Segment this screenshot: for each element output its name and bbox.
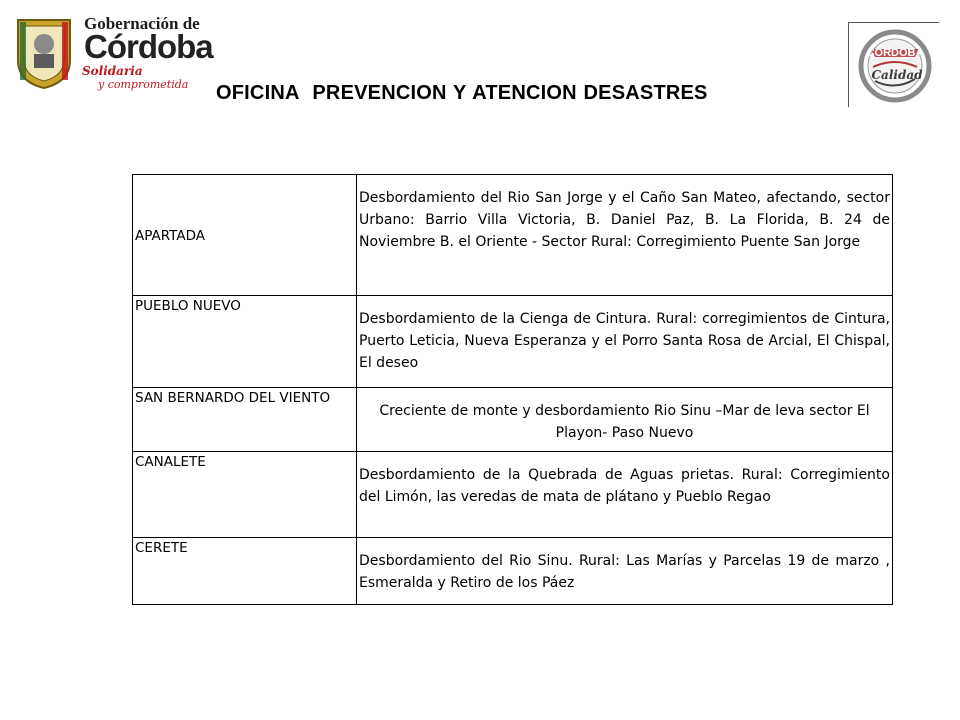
- table-row: [133, 452, 893, 538]
- description-cell: Desbordamiento del Rio Sinu. Rural: Las Marías y Parcelas 19 de marzo , Esmeralda y Retiro de los Páez: [357, 538, 893, 605]
- cordoba-calidad-logo: [848, 22, 939, 107]
- quality-seal-icon: [853, 27, 937, 105]
- description-cell: Desbordamiento del Rio San Jorge y el Caño San Mateo, afectando, sector Urbano: Barrio Villa Victoria, B. Daniel Paz, B. La Florida, B. 24 de Noviembre B. el Oriente - Sector Rural: Corregimiento Puente San Jorge: [357, 175, 893, 296]
- municipality-cell: CERETE: [133, 538, 357, 605]
- table-row: [133, 175, 893, 296]
- logo-line-gobernacion: Gobernación de: [84, 14, 200, 33]
- municipality-cell: CANALETE: [133, 452, 357, 538]
- description-cell: Desbordamiento de la Quebrada de Aguas prietas. Rural: Corregimiento del Limón, las veredas de mata de plátano y Pueblo Regao: [357, 452, 893, 538]
- table-row: [133, 538, 893, 605]
- gobernacion-cordoba-logo: [12, 14, 213, 94]
- coat-of-arms-icon: [14, 16, 74, 90]
- logo-line-comprometida: y comprometida: [98, 78, 189, 91]
- logo-line-cordoba: Córdoba: [84, 28, 213, 65]
- disaster-events-table: [132, 174, 893, 605]
- municipality-cell: APARTADA: [133, 175, 357, 296]
- municipality-cell: SAN BERNARDO DEL VIENTO: [133, 388, 357, 452]
- office-title-text: OFICINA PREVENCION Y ATENCION DESASTRES: [216, 82, 708, 104]
- seal-arc-text: CÓRDOBA: [866, 47, 924, 59]
- page-title: [216, 82, 708, 105]
- seal-script-text: Calidad: [871, 68, 923, 82]
- description-cell: Desbordamiento de la Cienga de Cintura. Rural: corregimientos de Cintura, Puerto Leticia, Nueva Esperanza y el Porro Santa Rosa de Arcial, El Chispal, El deseo: [357, 296, 893, 388]
- table-row: [133, 388, 893, 452]
- municipality-cell: PUEBLO NUEVO: [133, 296, 357, 388]
- logo-line-solidaria: Solidaria: [82, 64, 143, 78]
- description-cell: Creciente de monte y desbordamiento Rio Sinu –Mar de leva sector El Playon- Paso Nuevo: [357, 388, 893, 452]
- table-row: [133, 296, 893, 388]
